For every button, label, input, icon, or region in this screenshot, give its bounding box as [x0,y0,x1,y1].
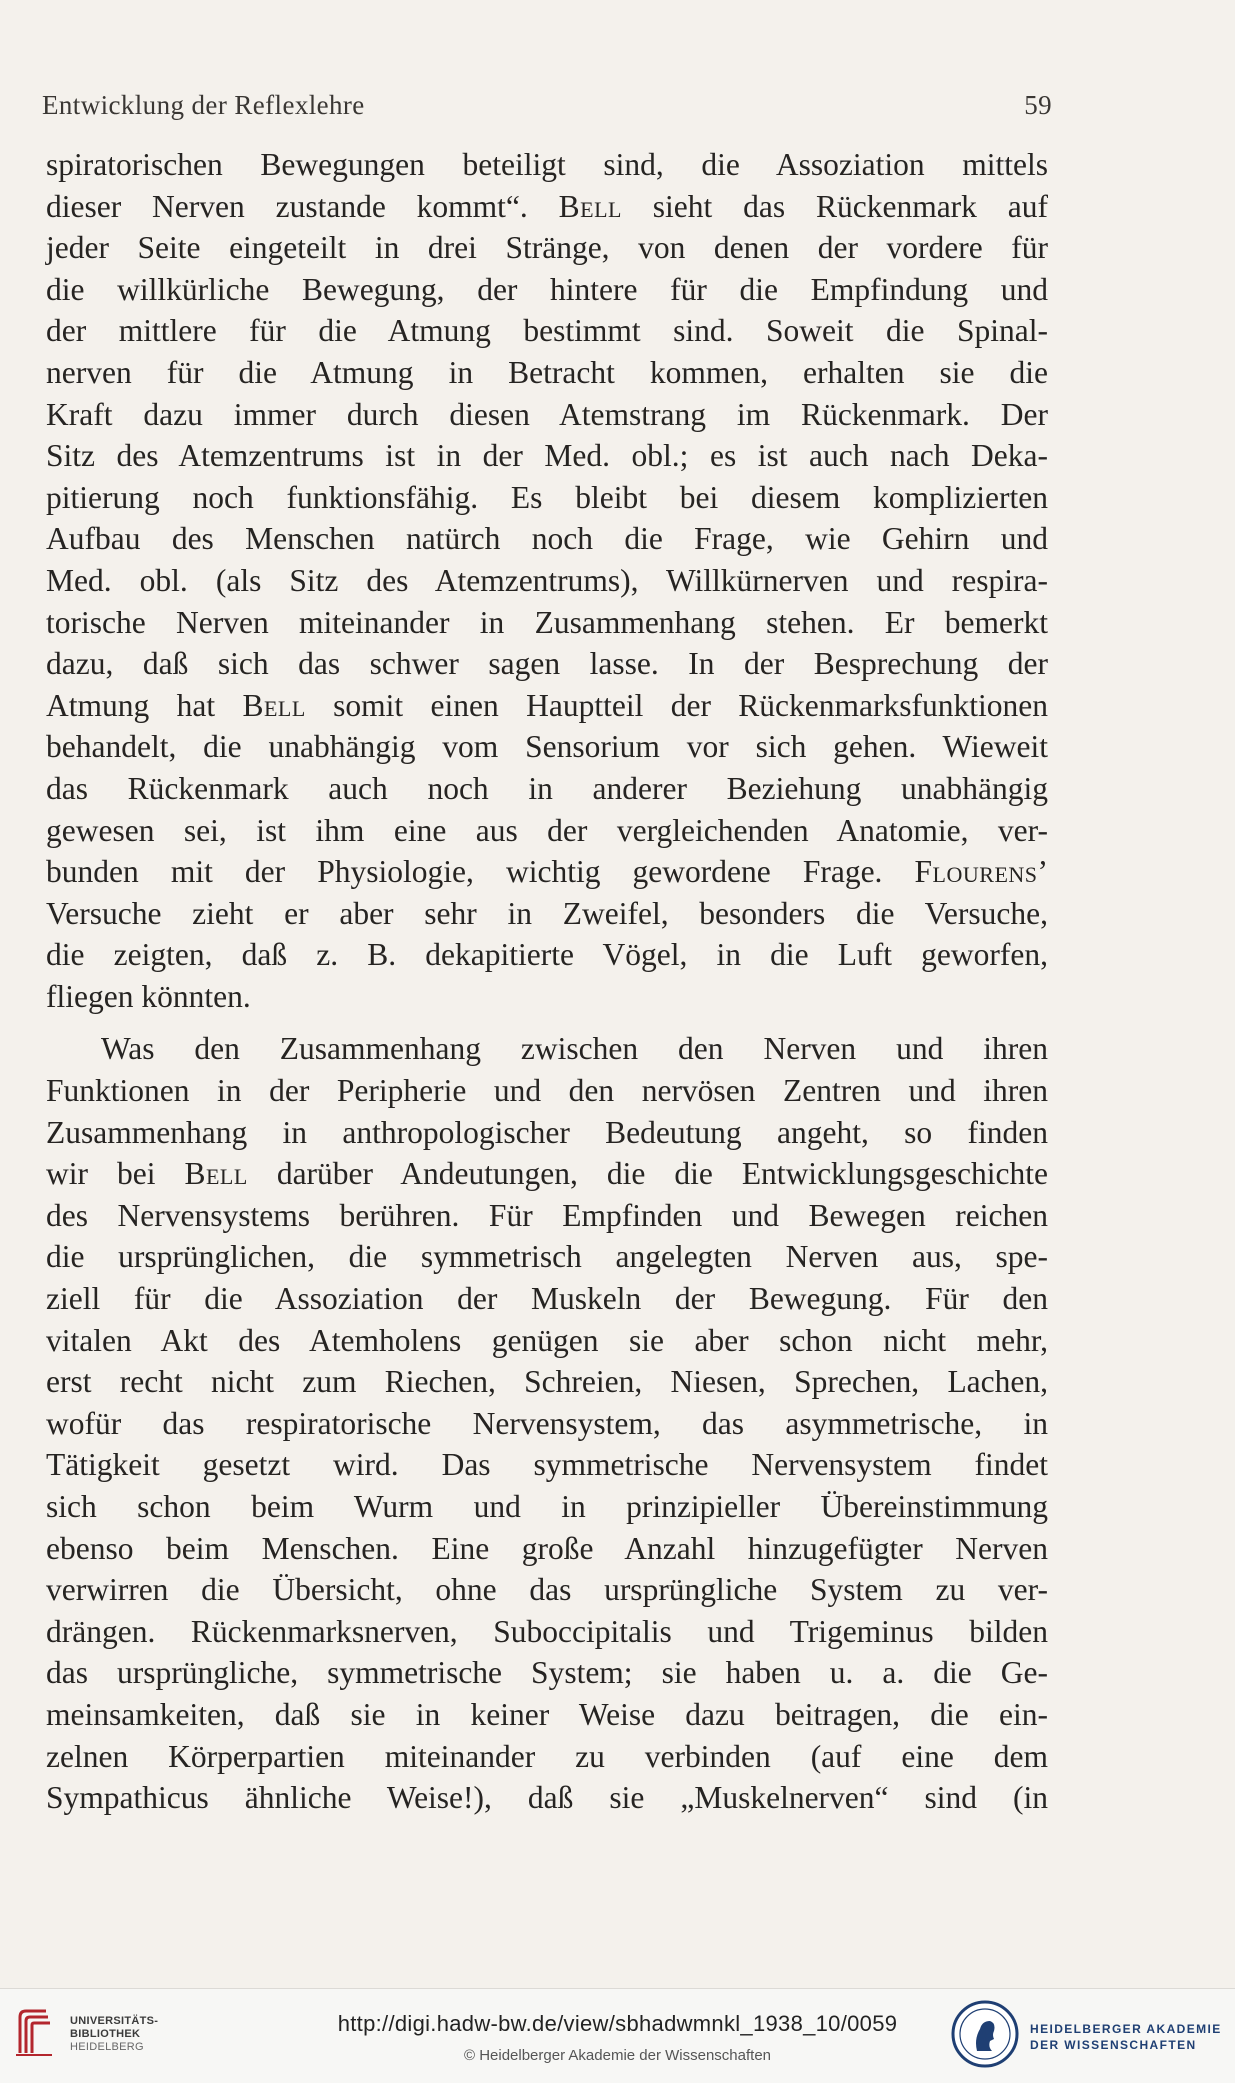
text-line [46,1153,1048,1195]
text-run: das Rückenmark auch noch in anderer Beziehung unabhängig [46,770,1048,806]
text-line [46,643,1048,685]
text-run: Versuche zieht er aber sehr in Zweifel, besonders die Versuche, [46,895,1048,931]
copyright-notice: © Heidelberger Akademie der Wissenschaften [463,2047,772,2064]
library-name-line: BIBLIOTHEK [70,2028,141,2040]
text-line [46,1736,1048,1778]
text-run: behandelt, die unabhängig vom Sensorium vor sich gehen. Wieweit [46,729,1048,765]
text-line [46,726,1048,768]
text-line [46,602,1048,644]
author-name: Bell [184,1156,248,1192]
text-line [46,435,1048,477]
text-run: sich schon beim Wurm und in prinzipieller Übereinstimmung [46,1489,1048,1524]
chapter-title: Entwicklung der Reflexlehre [42,90,365,120]
text-line [46,685,1048,727]
text-run: ’ [1037,854,1048,890]
author-name: Flourens [914,854,1038,890]
text-run: bunden mit der Physiologie, wichtig gewordene Frage. [46,854,915,890]
text-line [46,1070,1048,1112]
text-line [46,1777,1048,1819]
text-run: dazu, daß sich das schwer sagen lasse. In der Besprechung der [46,646,1048,682]
text-line [46,1569,1048,1611]
library-name-line: HEIDELBERG [70,2041,144,2053]
academy-seal-icon[interactable] [950,1999,1020,2069]
text-run: ebenso beim Menschen. Eine große Anzahl hinzugefügter Nerven [46,1530,1048,1566]
text-run: Zusammenhang in anthropologischer Bedeutung angeht, so finden [46,1114,1048,1150]
text-line [46,144,1048,186]
footer-bar [0,1988,1235,2083]
text-line [46,1361,1048,1403]
text-run: Kraft dazu immer durch diesen Atemstrang im Rückenmark. Der [46,396,1048,432]
text-run: somit einen Hauptteil der Rückenmarksfunktionen [305,687,1048,723]
text-run: meinsamkeiten, daß sie in keiner Weise dazu beitragen, die ein- [46,1696,1048,1732]
text-line [46,560,1048,602]
text-line [46,186,1048,228]
text-line [46,1528,1048,1570]
text-line [46,1486,1048,1528]
text-run: pitierung noch funktionsfähig. Es bleibt bei diesem komplizierten [46,479,1048,515]
text-run: darüber Andeutungen, die die Entwicklungsgeschichte [247,1156,1048,1192]
text-run: verwirren die Übersicht, ohne das ursprüngliche System zu ver- [46,1572,1048,1608]
text-line [46,1444,1048,1486]
text-run: wir bei [46,1156,185,1192]
text-run: Atmung hat [46,687,243,723]
text-line [46,1694,1048,1736]
permalink-url[interactable]: http://digi.hadw-bw.de/view/sbhadwmnkl_1938_10/0059 [337,2011,898,2036]
text-line [46,1112,1048,1154]
text-run: die ursprünglichen, die symmetrisch angelegten Nerven aus, spe- [46,1239,1048,1275]
author-name: Bell [242,687,306,723]
text-line [46,269,1048,311]
academy-name-line: HEIDELBERGER AKADEMIE [1030,2022,1222,2036]
text-line [46,768,1048,810]
text-run: Tätigkeit gesetzt wird. Das symmetrische Nervensystem findet [46,1447,1048,1483]
text-run: Sitz des Atemzentrums ist in der Med. obl.; es ist auch nach Deka- [46,438,1048,474]
text-line [46,394,1048,436]
paragraph-gap [46,1017,1048,1028]
library-name-line: UNIVERSITÄTS- [70,2015,159,2027]
text-run: Funktionen in der Peripherie und den nervösen Zentren und ihren [46,1073,1048,1109]
text-run: des Nervensystems berühren. Für Empfinden und Bewegen reichen [46,1197,1048,1233]
text-run: sieht das Rückenmark auf [621,188,1048,224]
text-line [46,1236,1048,1278]
text-run: Sympathicus ähnliche Weise!), daß sie „Muskelnerven“ sind (in [46,1780,1048,1816]
text-run: die zeigten, daß z. B. dekapitierte Vögel, in die Luft geworfen, [46,937,1048,973]
author-name: Bell [558,188,622,224]
academy-name-line: DER WISSENSCHAFTEN [1030,2038,1197,2052]
text-run: dieser Nerven zustande kommt“. [46,188,559,224]
text-run: spiratorischen Bewegungen beteiligt sind, die Assoziation mittels [46,147,1048,182]
text-line [46,1320,1048,1362]
text-run: jeder Seite eingeteilt in drei Stränge, von denen der vordere für [46,230,1048,266]
text-run: das ursprüngliche, symmetrische System; sie haben u. a. die Ge- [46,1655,1048,1691]
text-line [46,352,1048,394]
text-run: fliegen könnten. [46,978,251,1014]
running-head [42,90,1052,121]
academy-name [1030,2021,1222,2053]
text-line [46,1652,1048,1694]
text-line [46,227,1048,269]
text-line [46,1028,1048,1070]
text-run: torische Nerven miteinander in Zusammenhang stehen. Er bemerkt [46,604,1048,640]
text-line [46,1403,1048,1445]
text-line [46,893,1048,935]
text-line [46,518,1048,560]
text-run: Aufbau des Menschen natürch noch die Frage, wie Gehirn und [46,521,1048,557]
text-line [46,976,1048,1018]
text-run: zelnen Körperpartien miteinander zu verbinden (auf eine dem [46,1738,1048,1774]
text-run: drängen. Rückenmarksnerven, Suboccipitalis und Trigeminus bilden [46,1613,1048,1649]
text-run: erst recht nicht zum Riechen, Schreien, Niesen, Sprechen, Lachen, [46,1364,1048,1400]
text-run: nerven für die Atmung in Betracht kommen, erhalten sie die [46,354,1048,390]
text-line [46,1611,1048,1653]
text-run: wofür das respiratorische Nervensystem, das asymmetrische, in [46,1405,1048,1441]
text-line [46,1195,1048,1237]
text-line [46,934,1048,976]
text-line [46,1278,1048,1320]
text-run: ziell für die Assoziation der Muskeln der Bewegung. Für den [46,1281,1048,1317]
text-line [46,310,1048,352]
text-line [46,477,1048,519]
text-run: Was den Zusammenhang zwischen den Nerven und ihren [101,1031,1048,1067]
text-line [46,810,1048,852]
text-run: gewesen sei, ist ihm eine aus der vergleichenden Anatomie, ver- [46,812,1048,848]
text-run: vitalen Akt des Atemholens genügen sie aber schon nicht mehr, [46,1322,1048,1358]
text-run: der mittlere für die Atmung bestimmt sind. Soweit die Spinal- [46,313,1048,349]
text-line [46,851,1048,893]
page-number: 59 [1024,90,1052,120]
body-text [46,144,1048,1819]
text-run: die willkürliche Bewegung, der hintere für die Empfindung und [46,271,1048,307]
text-run: Med. obl. (als Sitz des Atemzentrums), Willkürnerven und respira- [46,562,1048,598]
